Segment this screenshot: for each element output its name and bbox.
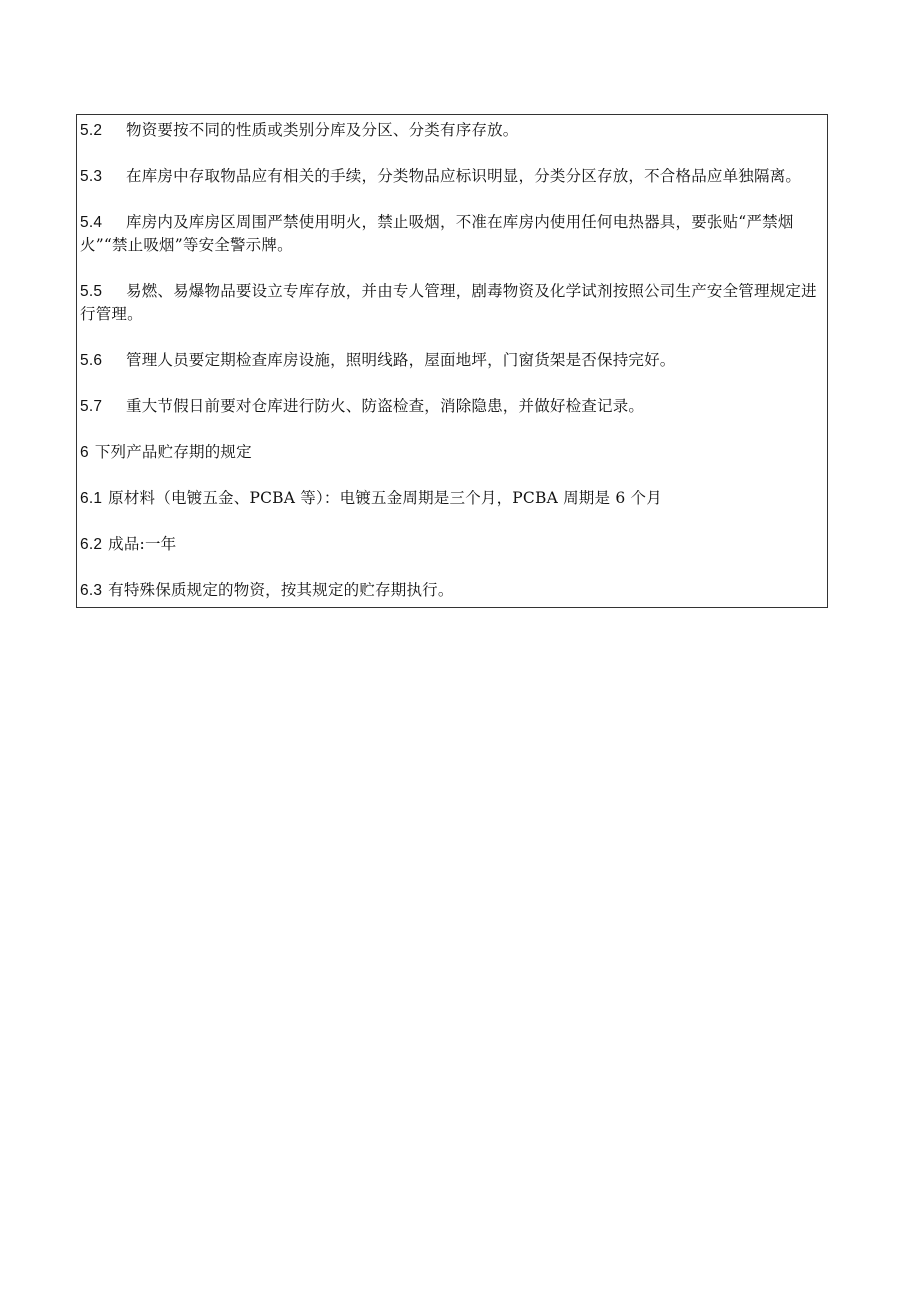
clause-number: 6 [80,444,89,461]
clause-text: 在库房中存取物品应有相关的手续，分类物品应标识明显，分类分区存放，不合格品应单独隔离。 [126,167,802,185]
clause-5-4 [80,211,823,257]
clause-text: 原材料（电镀五金、PCBA 等）：电镀五金周期是三个月，PCBA 周期是 6 个月 [108,489,662,507]
clause-6-3 [80,579,823,602]
clause-text: 易燃、易爆物品要设立专库存放，并由专人管理，剧毒物资及化学试剂按照公司生产安全管理规定进行管理。 [80,282,817,323]
clause-text: 下列产品贮存期的规定 [94,443,252,461]
clause-number: 6.1 [80,490,103,507]
clause-5-2 [80,119,823,142]
clause-text: 成品:一年 [108,535,177,553]
clause-5-6 [80,349,823,372]
clause-number: 5.5 [80,283,103,300]
clause-5-5 [80,280,823,326]
clause-number: 5.3 [80,168,103,185]
clause-5-3 [80,165,823,188]
clause-5-7 [80,395,823,418]
clause-number: 5.6 [80,352,103,369]
clause-text: 有特殊保质规定的物资，按其规定的贮存期执行。 [108,581,454,599]
clause-number: 5.2 [80,122,103,139]
clause-6-2 [80,533,823,556]
document-table [76,114,828,608]
clause-number: 5.7 [80,398,103,415]
clause-text: 重大节假日前要对仓库进行防火、防盗检查，消除隐患，并做好检查记录。 [126,397,645,415]
clause-text: 库房内及库房区周围严禁使用明火，禁止吸烟，不准在库房内使用任何电热器具，要张贴“严禁烟火”“禁止吸烟”等安全警示牌。 [80,213,794,254]
clause-number: 6.2 [80,536,103,553]
clause-number: 5.4 [80,214,103,231]
clause-number: 6.3 [80,582,103,599]
clause-text: 管理人员要定期检查库房设施，照明线路，屋面地坪，门窗货架是否保持完好。 [126,351,676,369]
clause-text: 物资要按不同的性质或类别分库及分区、分类有序存放。 [126,121,519,139]
clause-6-1 [80,487,823,510]
section-6-heading [80,441,823,464]
